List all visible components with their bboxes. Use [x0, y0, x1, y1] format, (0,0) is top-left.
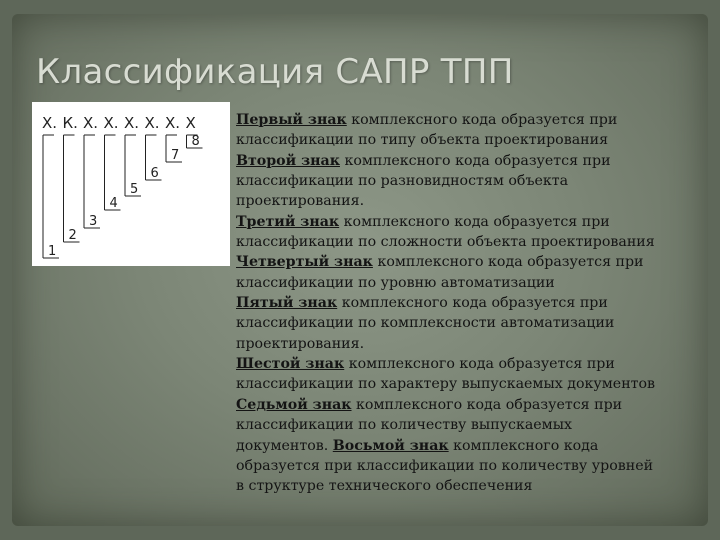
description-text: документов.	[236, 437, 333, 454]
description-line	[236, 436, 716, 456]
description-text: комплексного кода образуется при	[372, 254, 644, 271]
description-line	[236, 354, 716, 374]
description-text: комплексного кода образуется при	[344, 356, 615, 373]
position-number-5: 5	[130, 182, 139, 197]
description-line	[236, 171, 716, 191]
description-text: проектирования.	[236, 335, 365, 352]
description-line	[236, 334, 716, 354]
description-line	[236, 151, 716, 171]
code-characters	[42, 114, 196, 132]
code-char-4: Х.	[103, 114, 119, 132]
description-line	[236, 293, 716, 313]
position-number-3: 3	[89, 214, 98, 229]
position-number-4: 4	[109, 196, 118, 211]
code-char-3: Х.	[83, 114, 99, 132]
description-text: классификации по уровню автоматизации	[236, 274, 555, 291]
position-number-1: 1	[48, 244, 57, 259]
sign-name: Третий знак	[236, 213, 340, 230]
description-text: классификации по комплексности автоматизации	[236, 315, 615, 332]
code-structure-diagram	[32, 102, 230, 266]
description-line	[236, 130, 716, 150]
description-line	[236, 252, 716, 272]
position-number-8: 8	[191, 134, 200, 149]
description-text: комплексного кода образуется при	[339, 213, 610, 230]
code-char-6: Х.	[144, 114, 160, 132]
code-char-8: Х	[185, 114, 196, 132]
description-text: проектирования.	[236, 193, 365, 210]
description-text: комплексного кода образуется при	[346, 112, 618, 128]
sign-name: Шестой знак	[236, 356, 345, 373]
description-line	[236, 415, 716, 435]
description-text: комплексного кода образуется при	[351, 396, 623, 413]
description-line	[236, 313, 716, 333]
description-text: классификации по разновидностям объекта	[236, 173, 569, 190]
description-text: комплексного кода	[448, 437, 599, 454]
description-line	[236, 476, 716, 496]
code-char-2: К.	[62, 114, 78, 132]
sign-name: Четвертый знак	[236, 254, 373, 271]
description-text: в структуре технического обеспечения	[236, 478, 533, 495]
description-text: классификации по характеру выпускаемых документов	[236, 376, 656, 393]
description-text: комплексного кода образуется при	[337, 295, 608, 312]
code-char-5: Х.	[124, 114, 140, 132]
code-structure-svg	[32, 102, 230, 266]
description-text: классификации по количеству выпускаемых	[236, 417, 572, 434]
description-line	[236, 110, 716, 130]
sign-name: Первый знак	[236, 112, 347, 128]
description-line	[236, 232, 716, 252]
description-line	[236, 395, 716, 415]
position-number-6: 6	[150, 166, 159, 181]
description-text: образуется при классификации по количеству уровней	[236, 457, 654, 474]
code-char-7: Х.	[165, 114, 181, 132]
description-text: классификации по сложности объекта проектирования	[236, 234, 655, 251]
sign-name: Пятый знак	[236, 295, 338, 312]
description-line	[236, 374, 716, 394]
description-line	[236, 191, 716, 211]
sign-name: Восьмой знак	[332, 437, 449, 454]
description-line	[236, 212, 716, 232]
description-line	[236, 456, 716, 476]
description-text: комплексного кода образуется при	[339, 152, 611, 169]
position-numbers	[48, 134, 200, 259]
description-text: классификации по типу объекта проектирования	[236, 132, 609, 149]
position-number-2: 2	[68, 228, 77, 243]
description-line	[236, 273, 716, 293]
sign-name: Второй знак	[236, 152, 340, 169]
position-number-7: 7	[171, 148, 180, 163]
sign-name: Седьмой знак	[236, 396, 352, 413]
slide-title: Классификация САПР ТПП	[36, 52, 514, 92]
classification-description	[236, 110, 716, 497]
code-char-1: Х.	[42, 114, 58, 132]
